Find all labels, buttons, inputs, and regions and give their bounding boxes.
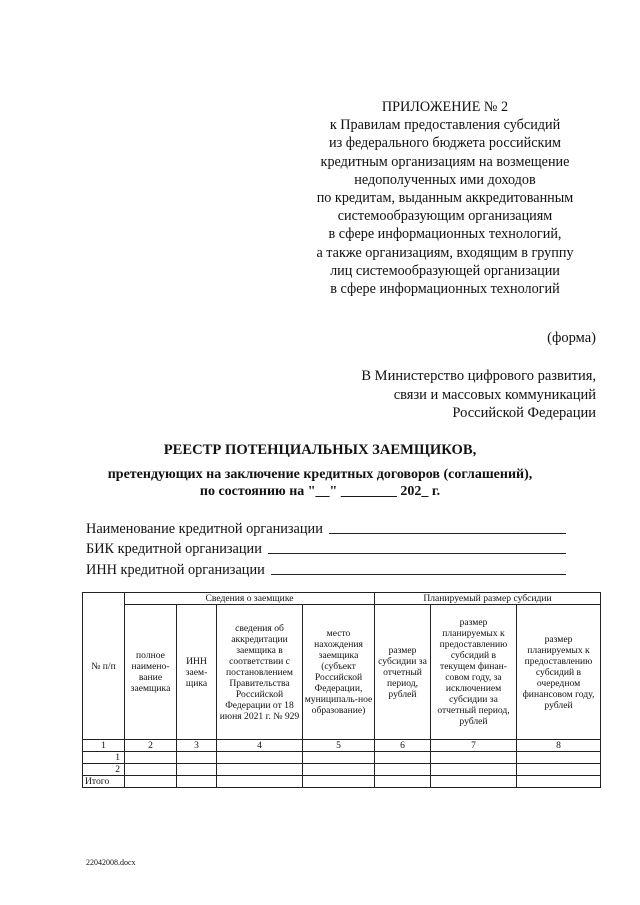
addressee-block bbox=[296, 367, 596, 423]
table-cell bbox=[303, 764, 375, 776]
bank-name-field bbox=[86, 517, 566, 538]
table-cell bbox=[517, 776, 601, 788]
document-subtitle bbox=[0, 466, 640, 500]
field-label: ИНН кредитной организации bbox=[86, 561, 265, 578]
total-label: Итого bbox=[83, 776, 125, 788]
document-title: РЕЕСТР ПОТЕНЦИАЛЬНЫХ ЗАЕМЩИКОВ, bbox=[163, 442, 477, 458]
appendix-line: в сфере информационных технологий, bbox=[328, 226, 562, 243]
row-number: 2 bbox=[83, 764, 125, 776]
col-number: 7 bbox=[431, 740, 517, 752]
col-header-subsidy-next-year: размер планируемых к предоставлению субсидий в очередном финансовом году, рублей bbox=[517, 605, 601, 740]
table-cell bbox=[431, 752, 517, 764]
col-number: 4 bbox=[217, 740, 303, 752]
col-number: 1 bbox=[83, 740, 125, 752]
addressee-line: Российской Федерации bbox=[452, 405, 596, 421]
blank-line bbox=[268, 553, 566, 554]
total-row bbox=[83, 776, 601, 788]
bank-fields bbox=[86, 517, 566, 579]
addressee-line: В Министерство цифрового развития, bbox=[361, 368, 596, 384]
col-header-number: № п/п bbox=[83, 593, 125, 740]
col-number: 8 bbox=[517, 740, 601, 752]
col-header-accreditation: сведения об аккредитации заемщика в соответствии с постановлением Правительства Российской Федерации от 18 июня 2021 г. № 929 bbox=[217, 605, 303, 740]
group-header-subsidy: Планируемый размер субсидии bbox=[375, 593, 601, 605]
col-number: 3 bbox=[177, 740, 217, 752]
table-cell bbox=[217, 776, 303, 788]
table-row bbox=[83, 764, 601, 776]
table-cell bbox=[125, 764, 177, 776]
field-label: Наименование кредитной организации bbox=[86, 520, 323, 537]
borrower-registry-table bbox=[82, 592, 601, 788]
blank-line bbox=[271, 574, 566, 575]
col-header-name: полное наимено-вание заемщика bbox=[125, 605, 177, 740]
subtitle-line-date: по состоянию на "__" ________ 202_ г. bbox=[199, 484, 441, 499]
table-cell bbox=[217, 764, 303, 776]
appendix-line: а также организациям, входящим в группу bbox=[316, 244, 574, 261]
appendix-line: системообразующим организациям bbox=[337, 208, 553, 225]
appendix-line: кредитным организациям на возмещение bbox=[320, 153, 570, 170]
table-cell bbox=[517, 764, 601, 776]
blank-line bbox=[329, 533, 566, 534]
table-cell bbox=[375, 764, 431, 776]
bank-inn-field bbox=[86, 558, 566, 579]
footer-filename: 22042008.docx bbox=[86, 858, 136, 867]
table-cell bbox=[217, 752, 303, 764]
table-cell bbox=[125, 752, 177, 764]
table-cell bbox=[431, 764, 517, 776]
table-cell bbox=[177, 764, 217, 776]
bank-bik-field bbox=[86, 538, 566, 559]
appendix-block bbox=[300, 98, 590, 298]
table-row bbox=[83, 752, 601, 764]
col-header-inn: ИНН заем-щика bbox=[177, 605, 217, 740]
field-label: БИК кредитной организации bbox=[86, 541, 262, 557]
table-cell bbox=[125, 776, 177, 788]
table-cell bbox=[177, 752, 217, 764]
table-cell bbox=[177, 776, 217, 788]
table-cell bbox=[431, 776, 517, 788]
appendix-line: из федерального бюджета российским bbox=[329, 135, 561, 152]
table-cell bbox=[375, 752, 431, 764]
form-label: (форма) bbox=[547, 330, 596, 346]
appendix-title: ПРИЛОЖЕНИЕ № 2 bbox=[381, 99, 509, 115]
subtitle-line: претендующих на заключение кредитных договоров (соглашений), bbox=[107, 467, 533, 482]
appendix-line: по кредитам, выданным аккредитованным bbox=[316, 190, 574, 207]
appendix-line: к Правилам предоставления субсидий bbox=[329, 117, 561, 134]
column-number-row bbox=[83, 740, 601, 752]
col-number: 5 bbox=[303, 740, 375, 752]
table-cell bbox=[303, 776, 375, 788]
col-header-location: место нахождения заемщика (субъект Российской Федерации, муниципаль-ное образование) bbox=[303, 605, 375, 740]
table-cell bbox=[303, 752, 375, 764]
col-header-subsidy-current-year: размер планируемых к предоставлению субсидий в текущем финан-совом году, за исключением субсидии за отчетный период, рублей bbox=[431, 605, 517, 740]
table-cell bbox=[517, 752, 601, 764]
col-number: 6 bbox=[375, 740, 431, 752]
addressee-line: связи и массовых коммуникаций bbox=[393, 386, 596, 403]
group-header-borrower: Сведения о заемщике bbox=[125, 593, 375, 605]
appendix-line: в сфере информационных технологий bbox=[330, 281, 560, 298]
row-number: 1 bbox=[83, 752, 125, 764]
col-header-subsidy-period: размер субсидии за отчетный период, рублей bbox=[375, 605, 431, 740]
col-number: 2 bbox=[125, 740, 177, 752]
table-cell bbox=[375, 776, 431, 788]
appendix-line: недополученных ими доходов bbox=[354, 171, 536, 188]
appendix-line: лиц системообразующей организации bbox=[330, 262, 560, 279]
